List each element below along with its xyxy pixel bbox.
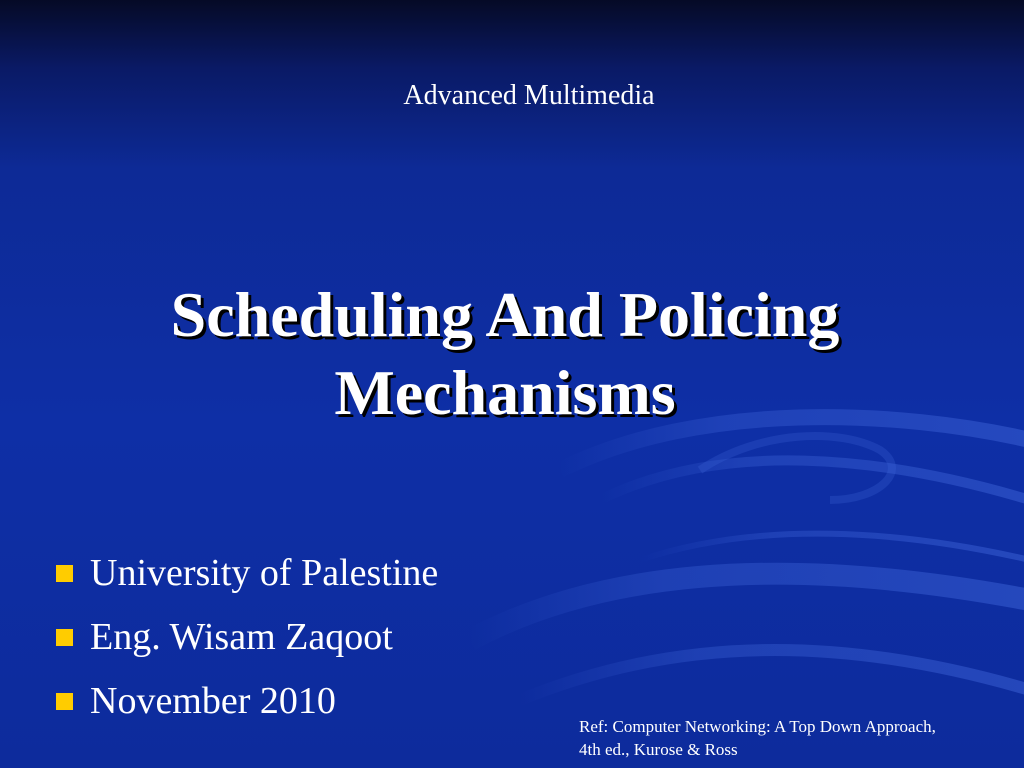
slide-title bbox=[0, 276, 1010, 432]
square-bullet-icon bbox=[56, 693, 73, 710]
bullet-text: University of Palestine bbox=[90, 552, 439, 594]
reference-note bbox=[579, 715, 1009, 761]
bullet-text: November 2010 bbox=[90, 680, 336, 722]
square-bullet-icon bbox=[56, 629, 73, 646]
bullet-item bbox=[56, 546, 438, 610]
slide-subtitle: Advanced Multimedia bbox=[403, 80, 655, 111]
slide-title-line-2: Mechanisms bbox=[334, 357, 676, 428]
bullet-item bbox=[56, 674, 438, 738]
reference-line-1: Ref: Computer Networking: A Top Down Approach, bbox=[579, 717, 936, 736]
reference-line-2: 4th ed., Kurose & Ross bbox=[579, 740, 738, 759]
bullet-list bbox=[56, 546, 438, 738]
slide-title-line-1: Scheduling And Policing bbox=[170, 279, 840, 350]
bullet-item bbox=[56, 610, 438, 674]
bullet-text: Eng. Wisam Zaqoot bbox=[90, 616, 393, 658]
square-bullet-icon bbox=[56, 565, 73, 582]
